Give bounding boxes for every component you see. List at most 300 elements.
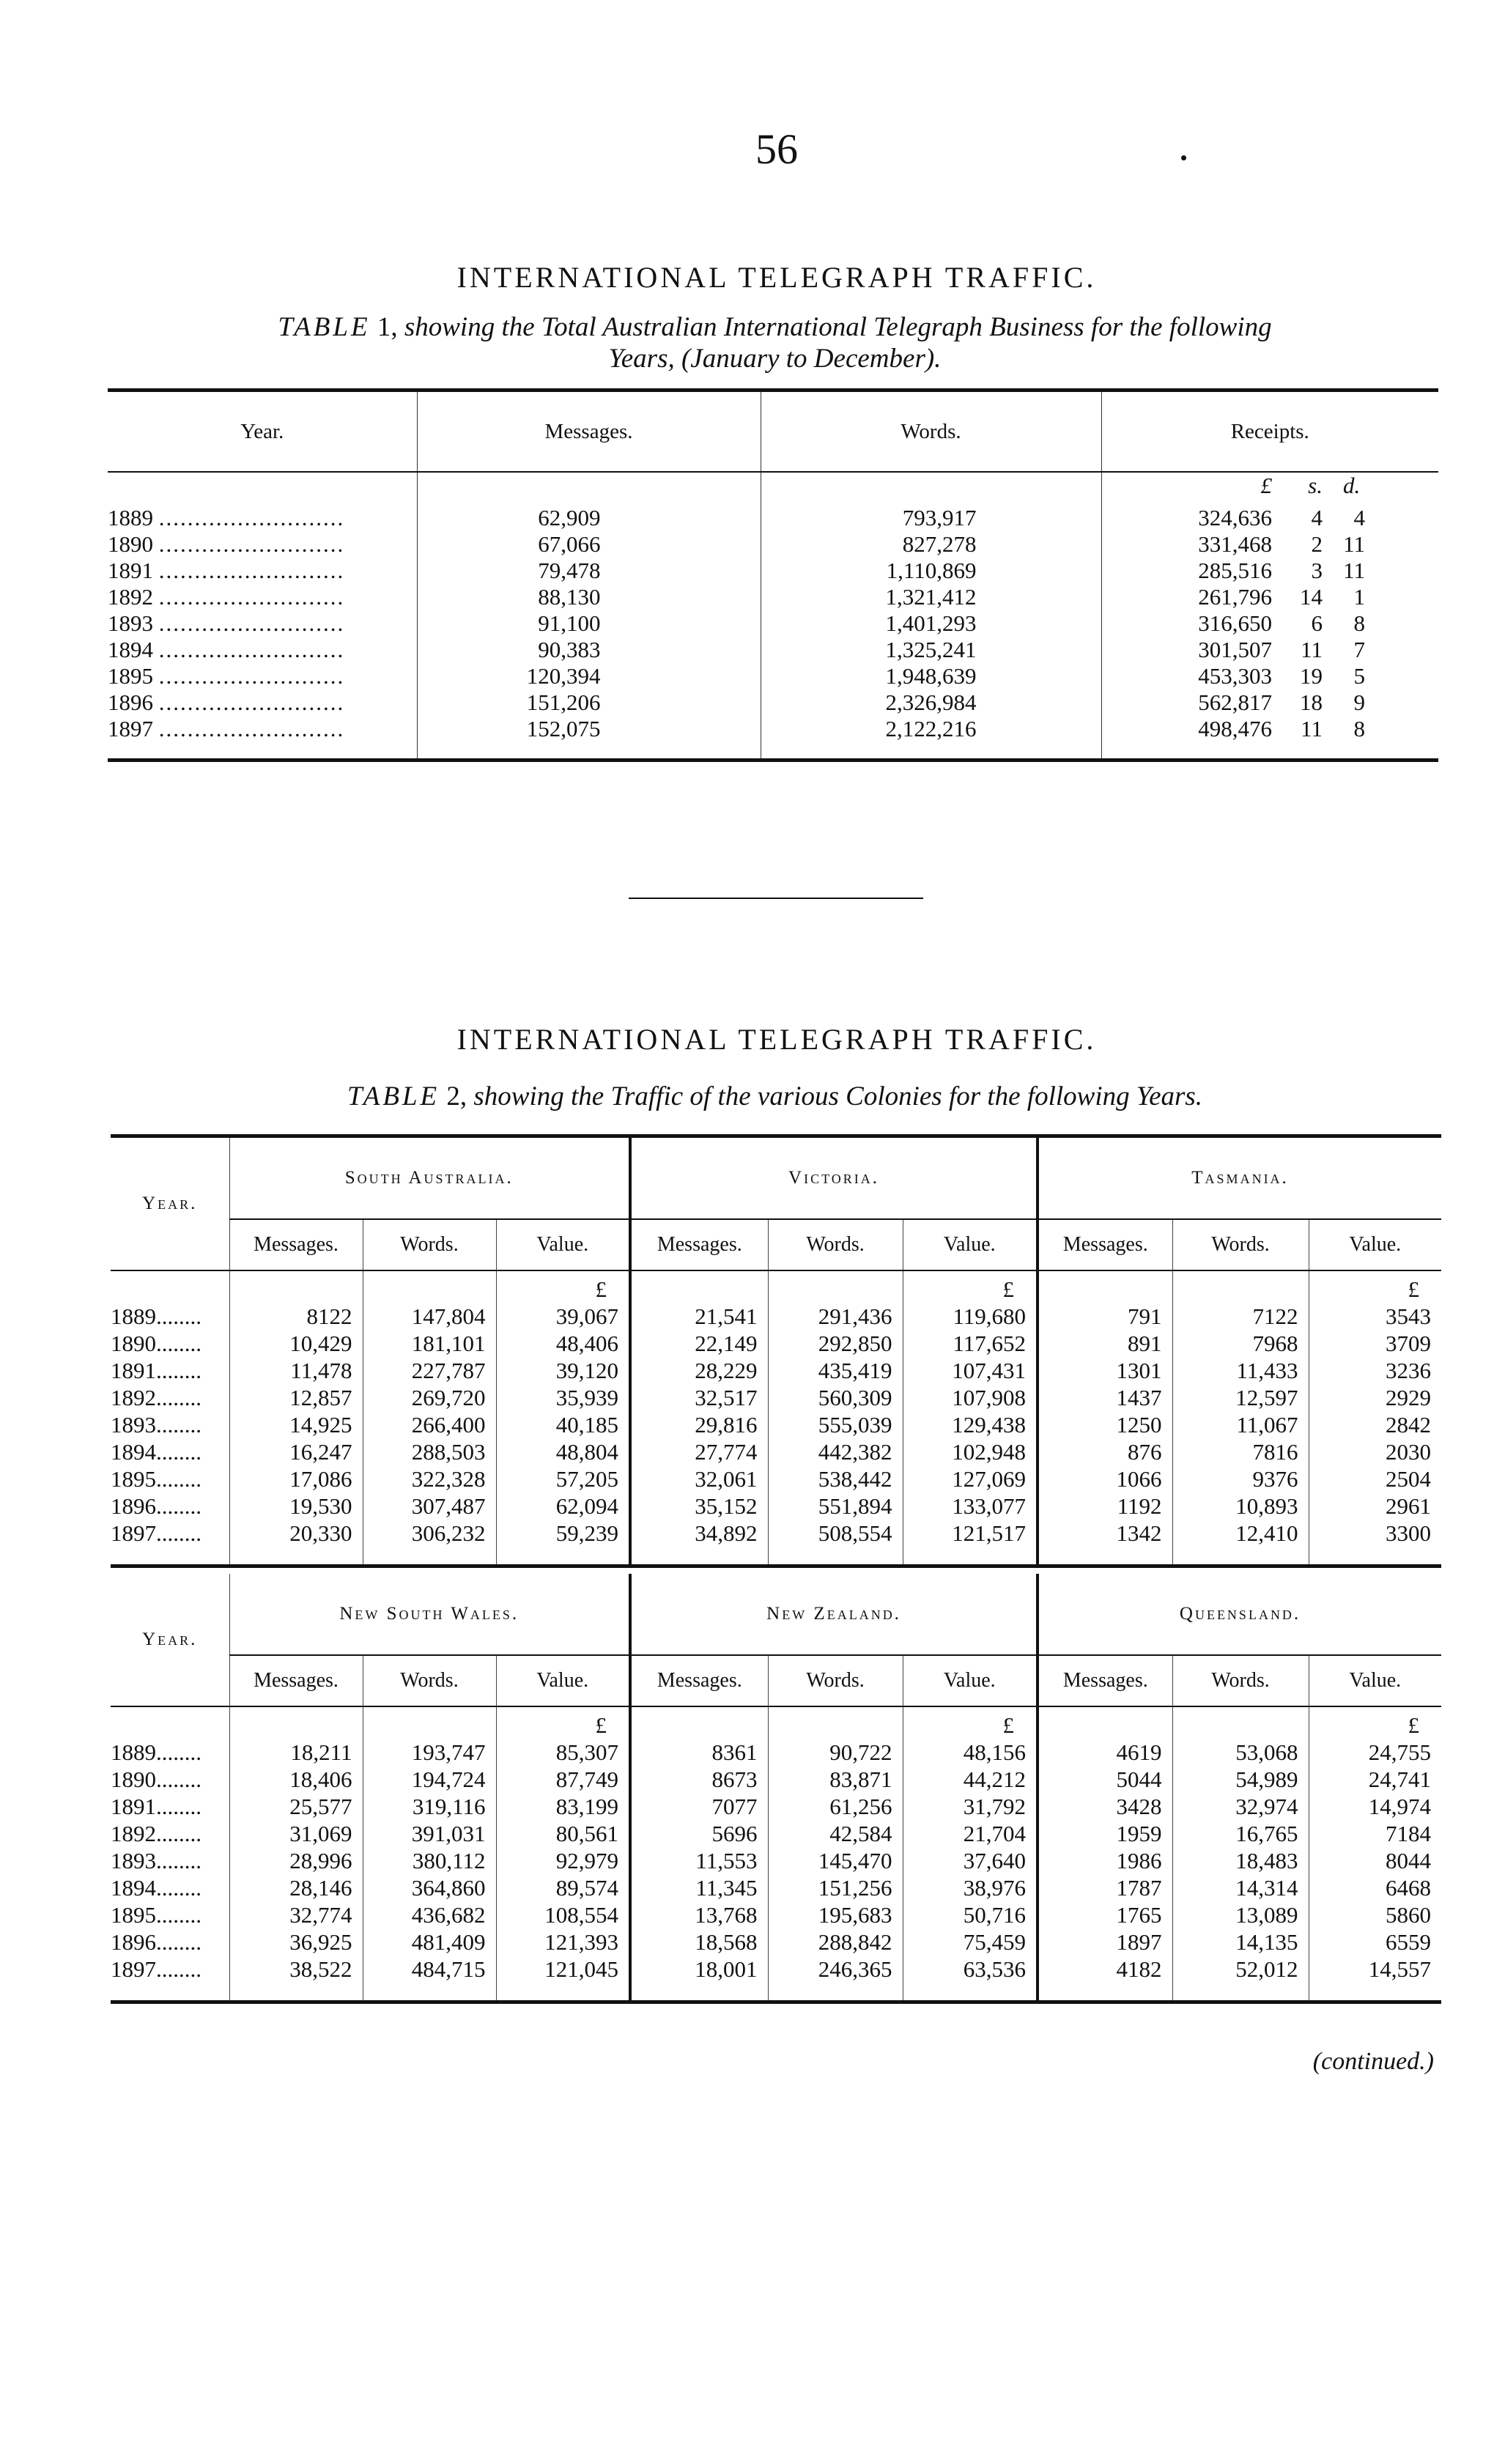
messages-cell: 88,130 (417, 584, 761, 610)
table-row (111, 1901, 1441, 1928)
words-cell: 7122 (1172, 1303, 1309, 1330)
table1-caption-line2: Years, (January to December). (608, 344, 942, 374)
value-cell: 119,680 (903, 1303, 1038, 1330)
year: 1893 (108, 610, 153, 636)
year: 1895 (111, 1466, 156, 1492)
table-row (111, 1411, 1441, 1438)
table-row (111, 1465, 1441, 1492)
messages-cell: 32,061 (630, 1465, 768, 1492)
column-header: Messages. (630, 1655, 768, 1706)
value-cell: 3709 (1309, 1330, 1441, 1357)
value-cell: 48,804 (496, 1438, 630, 1465)
year-header: Year. (111, 1574, 229, 1706)
column-header: Value. (903, 1655, 1038, 1706)
words-cell: 83,871 (768, 1766, 903, 1793)
words-cell: 380,112 (363, 1847, 496, 1874)
header-year: Year. (108, 391, 417, 473)
year-cell: 1893........ (111, 1412, 201, 1438)
words-cell: 195,683 (768, 1901, 903, 1928)
year: 1889 (108, 505, 153, 530)
messages-cell: 29,816 (630, 1411, 768, 1438)
shillings-cell: 4 (1311, 505, 1323, 530)
value-cell: 5860 (1309, 1901, 1441, 1928)
pence-cell: 5 (1353, 663, 1366, 689)
value-cell: 48,156 (903, 1739, 1038, 1766)
value-cell: 63,536 (903, 1956, 1038, 2002)
table1 (108, 388, 1438, 762)
value-cell: 108,554 (496, 1901, 630, 1928)
table-row (111, 1739, 1441, 1766)
region-header: South Australia. (229, 1136, 630, 1220)
pence-cell: 8 (1353, 716, 1366, 741)
messages-cell: 1986 (1038, 1847, 1172, 1874)
value-cell: 107,908 (903, 1384, 1038, 1411)
value-cell: 83,199 (496, 1793, 630, 1820)
value-cell: 39,120 (496, 1357, 630, 1384)
value-cell: 3236 (1309, 1357, 1441, 1384)
units-row (111, 1270, 1441, 1303)
table-row (111, 1303, 1441, 1330)
value-cell: 48,406 (496, 1330, 630, 1357)
messages-cell: 25,577 (229, 1793, 363, 1820)
year-cell: 1894........ (111, 1439, 201, 1465)
messages-cell: 8361 (630, 1739, 768, 1766)
value-cell: 2961 (1309, 1492, 1441, 1520)
table2-title: INTERNATIONAL TELEGRAPH TRAFFIC. (456, 1023, 1097, 1056)
year: 1891 (111, 1794, 156, 1819)
messages-cell: 11,553 (630, 1847, 768, 1874)
words-cell: 151,256 (768, 1874, 903, 1901)
value-cell: 107,431 (903, 1357, 1038, 1384)
year: 1895 (111, 1902, 156, 1928)
words-cell: 61,256 (768, 1793, 903, 1820)
words-cell: 12,410 (1172, 1520, 1309, 1566)
table1-title: INTERNATIONAL TELEGRAPH TRAFFIC. (456, 261, 1097, 294)
words-cell: 538,442 (768, 1465, 903, 1492)
messages-cell: 27,774 (630, 1438, 768, 1465)
words-cell: 7968 (1172, 1330, 1309, 1357)
column-header: Words. (1172, 1219, 1309, 1270)
table-row (111, 1438, 1441, 1465)
year: 1889 (111, 1303, 156, 1329)
unit-pence: d. (1343, 473, 1361, 498)
value-cell: 121,393 (496, 1928, 630, 1956)
value-cell: 6468 (1309, 1874, 1441, 1901)
words-cell: 551,894 (768, 1492, 903, 1520)
year-cell: 1891........ (111, 1358, 201, 1383)
year-cell: 1897........ (111, 1956, 201, 1982)
value-cell: 89,574 (496, 1874, 630, 1901)
value-cell: 59,239 (496, 1520, 630, 1566)
value-cell: 75,459 (903, 1928, 1038, 1956)
words-cell: 508,554 (768, 1520, 903, 1566)
words-cell: 436,682 (363, 1901, 496, 1928)
messages-cell: 18,568 (630, 1928, 768, 1956)
column-header: Messages. (229, 1655, 363, 1706)
year-cell: 1894........ (111, 1875, 201, 1901)
year: 1894 (108, 637, 153, 662)
words-cell: 10,893 (1172, 1492, 1309, 1520)
pounds-cell: 316,650 (1101, 610, 1282, 637)
messages-cell: 1437 (1038, 1384, 1172, 1411)
pounds-cell: 261,796 (1101, 584, 1282, 610)
year: 1894 (111, 1439, 156, 1465)
value-cell: 121,517 (903, 1520, 1038, 1566)
words-cell: 12,597 (1172, 1384, 1309, 1411)
words-cell: 90,722 (768, 1739, 903, 1766)
pounds-cell: 562,817 (1101, 689, 1282, 716)
words-cell: 292,850 (768, 1330, 903, 1357)
messages-cell: 16,247 (229, 1438, 363, 1465)
messages-cell: 4619 (1038, 1739, 1172, 1766)
value-cell: 133,077 (903, 1492, 1038, 1520)
words-cell: 306,232 (363, 1520, 496, 1566)
header-receipts: Receipts. (1101, 391, 1438, 473)
words-cell: 16,765 (1172, 1820, 1309, 1847)
year: 1893 (111, 1848, 156, 1873)
shillings-cell: 14 (1300, 584, 1323, 610)
messages-cell: 8122 (229, 1303, 363, 1330)
value-cell: 39,067 (496, 1303, 630, 1330)
messages-cell: 7077 (630, 1793, 768, 1820)
table-row (111, 1492, 1441, 1520)
words-cell: 9376 (1172, 1465, 1309, 1492)
table-row (108, 637, 1438, 663)
words-cell: 1,110,869 (761, 558, 1101, 584)
value-cell: 7184 (1309, 1820, 1441, 1847)
words-cell: 484,715 (363, 1956, 496, 2002)
messages-cell: 31,069 (229, 1820, 363, 1847)
year: 1890 (111, 1331, 156, 1356)
year: 1890 (111, 1766, 156, 1792)
messages-cell: 28,146 (229, 1874, 363, 1901)
messages-cell: 8673 (630, 1766, 768, 1793)
shillings-cell: 19 (1300, 663, 1323, 689)
words-cell: 1,948,639 (761, 663, 1101, 689)
table-row (111, 1793, 1441, 1820)
value-cell: 38,976 (903, 1874, 1038, 1901)
table-row (111, 1330, 1441, 1357)
column-header: Value. (496, 1655, 630, 1706)
shillings-cell: 6 (1311, 610, 1323, 636)
messages-cell: 14,925 (229, 1411, 363, 1438)
header-messages: Messages. (417, 391, 761, 473)
words-cell: 307,487 (363, 1492, 496, 1520)
messages-cell: 11,345 (630, 1874, 768, 1901)
pounds-cell: 324,636 (1101, 499, 1282, 531)
messages-cell: 22,149 (630, 1330, 768, 1357)
year-cell: 1894 .......................... (108, 637, 345, 662)
value-cell: 8044 (1309, 1847, 1441, 1874)
table-row (111, 1956, 1441, 2002)
pound-sign: £ (1309, 1270, 1441, 1303)
messages-cell: 34,892 (630, 1520, 768, 1566)
value-cell: 2030 (1309, 1438, 1441, 1465)
year: 1891 (108, 558, 153, 583)
messages-cell: 3428 (1038, 1793, 1172, 1820)
words-cell: 227,787 (363, 1357, 496, 1384)
table1-caption-line1: showing the Total Australian International Telegraph Business for the following (404, 312, 1272, 342)
year: 1893 (111, 1412, 156, 1438)
messages-cell: 1192 (1038, 1492, 1172, 1520)
pounds-cell: 301,507 (1101, 637, 1282, 663)
words-cell: 291,436 (768, 1303, 903, 1330)
words-cell: 52,012 (1172, 1956, 1309, 2002)
pence-cell: 7 (1353, 637, 1366, 662)
words-cell: 147,804 (363, 1303, 496, 1330)
year-cell: 1896........ (111, 1929, 201, 1955)
region-header: Victoria. (630, 1136, 1038, 1220)
year-cell: 1893........ (111, 1848, 201, 1873)
messages-cell: 67,066 (417, 531, 761, 558)
pounds-cell: 498,476 (1101, 716, 1282, 761)
words-cell: 193,747 (363, 1739, 496, 1766)
shillings-cell: 2 (1311, 531, 1323, 557)
column-header: Messages. (1038, 1219, 1172, 1270)
value-cell: 3543 (1309, 1303, 1441, 1330)
value-cell: 24,741 (1309, 1766, 1441, 1793)
table-row (111, 1847, 1441, 1874)
value-cell: 102,948 (903, 1438, 1038, 1465)
year-cell: 1895........ (111, 1902, 201, 1928)
year: 1897 (111, 1956, 156, 1982)
words-cell: 14,314 (1172, 1874, 1309, 1901)
table-row (108, 663, 1438, 689)
value-cell: 24,755 (1309, 1739, 1441, 1766)
words-cell: 322,328 (363, 1465, 496, 1492)
words-cell: 145,470 (768, 1847, 903, 1874)
year-cell: 1891........ (111, 1794, 201, 1819)
messages-cell: 891 (1038, 1330, 1172, 1357)
messages-cell: 20,330 (229, 1520, 363, 1566)
table-row (111, 1874, 1441, 1901)
units-row (111, 1706, 1441, 1739)
words-cell: 435,419 (768, 1357, 903, 1384)
words-cell: 54,989 (1172, 1766, 1309, 1793)
value-cell: 57,205 (496, 1465, 630, 1492)
section-divider (629, 898, 923, 899)
pounds-cell: 331,468 (1101, 531, 1282, 558)
pounds-cell: 453,303 (1101, 663, 1282, 689)
year: 1896 (111, 1493, 156, 1519)
words-cell: 32,974 (1172, 1793, 1309, 1820)
pence-cell: 8 (1353, 610, 1366, 636)
pence-cell: 11 (1343, 531, 1366, 557)
words-cell: 391,031 (363, 1820, 496, 1847)
year: 1892 (108, 584, 153, 610)
value-cell: 62,094 (496, 1492, 630, 1520)
value-cell: 14,557 (1309, 1956, 1441, 2002)
messages-cell: 151,206 (417, 689, 761, 716)
year-cell: 1890........ (111, 1766, 201, 1792)
words-cell: 560,309 (768, 1384, 903, 1411)
year: 1897 (111, 1520, 156, 1546)
table-row (108, 584, 1438, 610)
year: 1896 (108, 689, 153, 715)
value-cell: 44,212 (903, 1766, 1038, 1793)
value-cell: 2842 (1309, 1411, 1441, 1438)
value-cell: 31,792 (903, 1793, 1038, 1820)
words-cell: 1,325,241 (761, 637, 1101, 663)
table2-caption-text: showing the Traffic of the various Colonies for the following Years. (473, 1081, 1203, 1111)
words-cell: 319,116 (363, 1793, 496, 1820)
page-number: 56 (755, 125, 798, 173)
messages-cell: 36,925 (229, 1928, 363, 1956)
messages-cell: 1787 (1038, 1874, 1172, 1901)
shillings-cell: 18 (1300, 689, 1323, 715)
table1-caption-num: 1, (377, 312, 398, 342)
table2-block-2 (111, 1574, 1441, 2004)
pound-sign: £ (496, 1270, 630, 1303)
messages-cell: 18,406 (229, 1766, 363, 1793)
messages-cell: 1959 (1038, 1820, 1172, 1847)
messages-cell: 91,100 (417, 610, 761, 637)
table-row (108, 499, 1438, 531)
value-cell: 117,652 (903, 1330, 1038, 1357)
messages-cell: 5696 (630, 1820, 768, 1847)
words-cell: 288,842 (768, 1928, 903, 1956)
messages-cell: 32,774 (229, 1901, 363, 1928)
region-header: Tasmania. (1038, 1136, 1441, 1220)
words-cell: 13,089 (1172, 1901, 1309, 1928)
year-cell: 1897 .......................... (108, 716, 345, 741)
column-header: Words. (363, 1655, 496, 1706)
messages-cell: 120,394 (417, 663, 761, 689)
words-cell: 18,483 (1172, 1847, 1309, 1874)
messages-cell: 35,152 (630, 1492, 768, 1520)
words-cell: 11,433 (1172, 1357, 1309, 1384)
column-header: Value. (1309, 1219, 1441, 1270)
year: 1890 (108, 531, 153, 557)
words-cell: 2,326,984 (761, 689, 1101, 716)
messages-cell: 11,478 (229, 1357, 363, 1384)
words-cell: 194,724 (363, 1766, 496, 1793)
year: 1895 (108, 663, 153, 689)
value-cell: 129,438 (903, 1411, 1038, 1438)
value-cell: 3300 (1309, 1520, 1441, 1566)
words-cell: 827,278 (761, 531, 1101, 558)
column-header: Words. (768, 1655, 903, 1706)
words-cell: 2,122,216 (761, 716, 1101, 761)
messages-cell: 791 (1038, 1303, 1172, 1330)
table2-caption-num: 2, (446, 1081, 467, 1111)
messages-cell: 90,383 (417, 637, 761, 663)
value-cell: 92,979 (496, 1847, 630, 1874)
messages-cell: 19,530 (229, 1492, 363, 1520)
messages-cell: 10,429 (229, 1330, 363, 1357)
words-cell: 266,400 (363, 1411, 496, 1438)
table1-caption-label: TABLE (278, 312, 371, 342)
table-row (111, 1384, 1441, 1411)
words-cell: 793,917 (761, 499, 1101, 531)
year: 1892 (111, 1385, 156, 1410)
table2-block-1 (111, 1134, 1441, 1568)
messages-cell: 152,075 (417, 716, 761, 761)
region-header: New South Wales. (229, 1574, 630, 1655)
words-cell: 181,101 (363, 1330, 496, 1357)
year: 1889 (111, 1739, 156, 1765)
unit-shillings: s. (1308, 473, 1323, 498)
value-cell: 37,640 (903, 1847, 1038, 1874)
words-cell: 53,068 (1172, 1739, 1309, 1766)
year: 1891 (111, 1358, 156, 1383)
words-cell: 555,039 (768, 1411, 903, 1438)
pound-sign: £ (1309, 1706, 1441, 1739)
value-cell: 35,939 (496, 1384, 630, 1411)
value-cell: 50,716 (903, 1901, 1038, 1928)
shillings-cell: 11 (1301, 637, 1323, 662)
messages-cell: 38,522 (229, 1956, 363, 2002)
table-row (111, 1820, 1441, 1847)
table-row (108, 531, 1438, 558)
words-cell: 442,382 (768, 1438, 903, 1465)
messages-cell: 18,211 (229, 1739, 363, 1766)
pence-cell: 4 (1353, 505, 1366, 530)
messages-cell: 13,768 (630, 1901, 768, 1928)
words-cell: 7816 (1172, 1438, 1309, 1465)
messages-cell: 17,086 (229, 1465, 363, 1492)
unit-pounds: £ (1101, 472, 1282, 499)
table-row (111, 1766, 1441, 1793)
table2-caption-label: TABLE (347, 1081, 440, 1111)
pence-cell: 11 (1343, 558, 1366, 583)
messages-cell: 21,541 (630, 1303, 768, 1330)
table-row (111, 1357, 1441, 1384)
column-header: Words. (768, 1219, 903, 1270)
region-header: Queensland. (1038, 1574, 1441, 1655)
pound-sign: £ (496, 1706, 630, 1739)
words-cell: 364,860 (363, 1874, 496, 1901)
year-cell: 1892 .......................... (108, 584, 345, 610)
messages-cell: 5044 (1038, 1766, 1172, 1793)
column-header: Words. (363, 1219, 496, 1270)
pound-sign: £ (903, 1706, 1038, 1739)
table1-caption (110, 311, 1440, 374)
messages-cell: 1066 (1038, 1465, 1172, 1492)
year-cell: 1896........ (111, 1493, 201, 1519)
messages-cell: 4182 (1038, 1956, 1172, 2002)
messages-cell: 32,517 (630, 1384, 768, 1411)
year: 1892 (111, 1821, 156, 1846)
table2-caption (110, 1081, 1440, 1112)
year-cell: 1889........ (111, 1739, 201, 1765)
value-cell: 121,045 (496, 1956, 630, 2002)
words-cell: 288,503 (363, 1438, 496, 1465)
words-cell: 11,067 (1172, 1411, 1309, 1438)
messages-cell: 876 (1038, 1438, 1172, 1465)
year-cell: 1892........ (111, 1821, 201, 1846)
value-cell: 127,069 (903, 1465, 1038, 1492)
shillings-cell: 11 (1301, 716, 1323, 741)
column-header: Messages. (630, 1219, 768, 1270)
messages-cell: 79,478 (417, 558, 761, 584)
table-row (108, 610, 1438, 637)
value-cell: 2504 (1309, 1465, 1441, 1492)
year-header: Year. (111, 1136, 229, 1271)
words-cell: 481,409 (363, 1928, 496, 1956)
messages-cell: 1765 (1038, 1901, 1172, 1928)
ink-speck (1181, 155, 1186, 160)
words-cell: 246,365 (768, 1956, 903, 2002)
value-cell: 6559 (1309, 1928, 1441, 1956)
continued-note: (continued.) (1312, 2048, 1434, 2075)
column-header: Messages. (1038, 1655, 1172, 1706)
value-cell: 2929 (1309, 1384, 1441, 1411)
year-cell: 1895 .......................... (108, 663, 345, 689)
pence-cell: 1 (1353, 584, 1366, 610)
shillings-cell: 3 (1311, 558, 1323, 583)
pounds-cell: 285,516 (1101, 558, 1282, 584)
